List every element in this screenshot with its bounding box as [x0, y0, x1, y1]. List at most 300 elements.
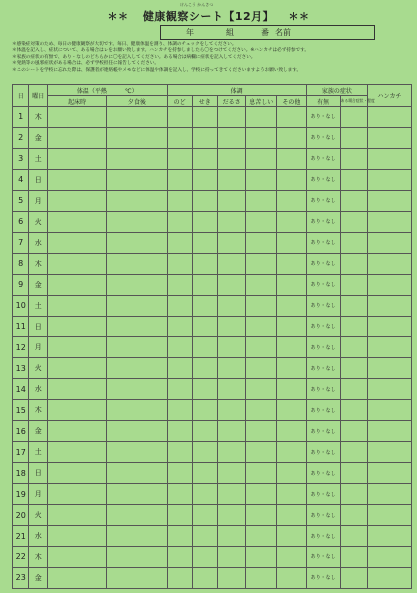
family-yesno-cell[interactable]: あり・なし [306, 107, 340, 128]
handkerchief-cell[interactable] [368, 484, 412, 505]
family-detail-cell[interactable] [340, 547, 367, 568]
name-box[interactable] [160, 25, 375, 40]
throat-cell[interactable] [167, 253, 192, 274]
fatigue-cell[interactable] [217, 316, 245, 337]
day-number: 9 [13, 274, 29, 295]
family-detail-cell[interactable] [340, 442, 367, 463]
fatigue-cell[interactable] [217, 505, 245, 526]
handkerchief-cell[interactable] [368, 505, 412, 526]
header-day: 日 [13, 85, 29, 107]
breathing-cell[interactable] [246, 484, 277, 505]
family-detail-cell[interactable] [340, 169, 367, 190]
temp-evening-cell[interactable] [107, 127, 167, 148]
day-number: 10 [13, 295, 29, 316]
family-yesno-cell[interactable]: あり・なし [306, 442, 340, 463]
fatigue-cell[interactable] [217, 274, 245, 295]
day-weekday: 木 [29, 400, 48, 421]
cough-cell[interactable] [192, 567, 217, 588]
temp-morning-cell[interactable] [48, 526, 107, 547]
throat-cell[interactable] [167, 463, 192, 484]
fatigue-cell[interactable] [217, 442, 245, 463]
breathing-cell[interactable] [246, 337, 277, 358]
family-detail-cell[interactable] [340, 295, 367, 316]
fatigue-cell[interactable] [217, 421, 245, 442]
temp-evening-cell[interactable] [107, 526, 167, 547]
family-yesno-cell[interactable]: あり・なし [306, 421, 340, 442]
temp-evening-cell[interactable] [107, 505, 167, 526]
fatigue-cell[interactable] [217, 148, 245, 169]
day-row [13, 169, 412, 190]
temp-morning-cell[interactable] [48, 211, 107, 232]
other-cell[interactable] [277, 358, 307, 379]
handkerchief-cell[interactable] [368, 358, 412, 379]
header-throat: のど [167, 96, 192, 107]
handkerchief-cell[interactable] [368, 526, 412, 547]
day-row [13, 295, 412, 316]
family-detail-cell[interactable] [340, 505, 367, 526]
fatigue-cell[interactable] [217, 547, 245, 568]
header-family-detail: ある場合症状・程度 [340, 96, 367, 107]
fatigue-cell[interactable] [217, 379, 245, 400]
other-cell[interactable] [277, 526, 307, 547]
cough-cell[interactable] [192, 316, 217, 337]
day-row [13, 505, 412, 526]
other-cell[interactable] [277, 107, 307, 128]
day-number: 14 [13, 379, 29, 400]
cough-cell[interactable] [192, 505, 217, 526]
cough-cell[interactable] [192, 400, 217, 421]
throat-cell[interactable] [167, 505, 192, 526]
temp-evening-cell[interactable] [107, 274, 167, 295]
temp-morning-cell[interactable] [48, 316, 107, 337]
family-detail-cell[interactable] [340, 253, 367, 274]
breathing-cell[interactable] [246, 358, 277, 379]
day-weekday: 金 [29, 567, 48, 588]
title-stars-left: ＊＊ [107, 12, 129, 23]
day-row [13, 358, 412, 379]
temp-evening-cell[interactable] [107, 190, 167, 211]
handkerchief-cell[interactable] [368, 295, 412, 316]
family-yesno-cell[interactable]: あり・なし [306, 148, 340, 169]
cough-cell[interactable] [192, 107, 217, 128]
cough-cell[interactable] [192, 421, 217, 442]
throat-cell[interactable] [167, 316, 192, 337]
family-detail-cell[interactable] [340, 148, 367, 169]
header-other: その他 [277, 96, 307, 107]
throat-cell[interactable] [167, 358, 192, 379]
fatigue-cell[interactable] [217, 567, 245, 588]
other-cell[interactable] [277, 484, 307, 505]
note-line: ＊このシートを学校に忘れた際は、保護者が連絡帳やメモなどに体温や体調を記入し、学校に持ってきてくださいますようお願い致します。 [12, 67, 302, 73]
cough-cell[interactable] [192, 190, 217, 211]
breathing-cell[interactable] [246, 379, 277, 400]
breathing-cell[interactable] [246, 253, 277, 274]
family-detail-cell[interactable] [340, 567, 367, 588]
handkerchief-cell[interactable] [368, 567, 412, 588]
other-cell[interactable] [277, 232, 307, 253]
day-number: 15 [13, 400, 29, 421]
throat-cell[interactable] [167, 107, 192, 128]
handkerchief-cell[interactable] [368, 169, 412, 190]
cough-cell[interactable] [192, 211, 217, 232]
note-line: ＊発熱等の風邪症状がある場合は、必ず学校担任に報告してください。 [12, 61, 160, 67]
day-number: 13 [13, 358, 29, 379]
other-cell[interactable] [277, 295, 307, 316]
day-number: 19 [13, 484, 29, 505]
handkerchief-cell[interactable] [368, 547, 412, 568]
fatigue-cell[interactable] [217, 400, 245, 421]
family-yesno-cell[interactable]: あり・なし [306, 567, 340, 588]
day-number: 4 [13, 169, 29, 190]
day-number: 8 [13, 253, 29, 274]
temp-morning-cell[interactable] [48, 190, 107, 211]
temp-morning-cell[interactable] [48, 400, 107, 421]
temp-evening-cell[interactable] [107, 379, 167, 400]
day-row [13, 211, 412, 232]
temp-evening-cell[interactable] [107, 421, 167, 442]
day-number: 5 [13, 190, 29, 211]
fatigue-cell[interactable] [217, 463, 245, 484]
handkerchief-cell[interactable] [368, 274, 412, 295]
note-line: ＊感染症対策のため、毎日の健康観察が大切です。毎日、健康体温を測り、体調のチェックをしてください。 [12, 42, 237, 47]
note-line: ＊体温を記入し、症状について、ある場合はレをお願い致します。ハンカチを持参しましたら〇をつけてください。※ハンカチは必ず持参です。 [12, 48, 309, 54]
handkerchief-cell[interactable] [368, 316, 412, 337]
day-row [13, 421, 412, 442]
instructions [12, 42, 412, 74]
family-detail-cell[interactable] [340, 127, 367, 148]
day-number: 11 [13, 316, 29, 337]
family-yesno-cell[interactable]: あり・なし [306, 169, 340, 190]
breathing-cell[interactable] [246, 148, 277, 169]
sheet-title [0, 8, 417, 24]
day-weekday: 火 [29, 211, 48, 232]
family-yesno-cell[interactable]: あり・なし [306, 379, 340, 400]
breathing-cell[interactable] [246, 169, 277, 190]
family-yesno-cell[interactable]: あり・なし [306, 400, 340, 421]
temp-evening-cell[interactable] [107, 400, 167, 421]
temp-morning-cell[interactable] [48, 421, 107, 442]
day-weekday: 金 [29, 274, 48, 295]
cough-cell[interactable] [192, 526, 217, 547]
fatigue-cell[interactable] [217, 190, 245, 211]
throat-cell[interactable] [167, 526, 192, 547]
breathing-cell[interactable] [246, 127, 277, 148]
cough-cell[interactable] [192, 547, 217, 568]
handkerchief-cell[interactable] [368, 232, 412, 253]
breathing-cell[interactable] [246, 505, 277, 526]
day-weekday: 月 [29, 337, 48, 358]
breathing-cell[interactable] [246, 274, 277, 295]
day-row [13, 379, 412, 400]
day-row [13, 274, 412, 295]
family-yesno-cell[interactable]: あり・なし [306, 274, 340, 295]
temp-morning-cell[interactable] [48, 567, 107, 588]
cough-cell[interactable] [192, 379, 217, 400]
handkerchief-cell[interactable] [368, 379, 412, 400]
family-detail-cell[interactable] [340, 107, 367, 128]
day-number: 1 [13, 107, 29, 128]
other-cell[interactable] [277, 190, 307, 211]
other-cell[interactable] [277, 547, 307, 568]
breathing-cell[interactable] [246, 567, 277, 588]
fatigue-cell[interactable] [217, 211, 245, 232]
header-handkerchief: ハンカチ [368, 85, 412, 107]
cough-cell[interactable] [192, 484, 217, 505]
fatigue-cell[interactable] [217, 253, 245, 274]
family-detail-cell[interactable] [340, 232, 367, 253]
other-cell[interactable] [277, 421, 307, 442]
family-detail-cell[interactable] [340, 337, 367, 358]
family-yesno-cell[interactable]: あり・なし [306, 337, 340, 358]
throat-cell[interactable] [167, 442, 192, 463]
family-yesno-cell[interactable]: あり・なし [306, 358, 340, 379]
family-yesno-cell[interactable]: あり・なし [306, 316, 340, 337]
family-yesno-cell[interactable]: あり・なし [306, 505, 340, 526]
cough-cell[interactable] [192, 253, 217, 274]
cough-cell[interactable] [192, 295, 217, 316]
cough-cell[interactable] [192, 442, 217, 463]
family-yesno-cell[interactable]: あり・なし [306, 253, 340, 274]
header-cough: せき [192, 96, 217, 107]
breathing-cell[interactable] [246, 107, 277, 128]
breathing-cell[interactable] [246, 232, 277, 253]
other-cell[interactable] [277, 505, 307, 526]
temp-evening-cell[interactable] [107, 484, 167, 505]
cough-cell[interactable] [192, 337, 217, 358]
handkerchief-cell[interactable] [368, 463, 412, 484]
temp-evening-cell[interactable] [107, 169, 167, 190]
throat-cell[interactable] [167, 148, 192, 169]
family-yesno-cell[interactable]: あり・なし [306, 295, 340, 316]
other-cell[interactable] [277, 442, 307, 463]
handkerchief-cell[interactable] [368, 253, 412, 274]
family-yesno-cell[interactable]: あり・なし [306, 463, 340, 484]
family-detail-cell[interactable] [340, 358, 367, 379]
day-row [13, 567, 412, 588]
other-cell[interactable] [277, 127, 307, 148]
day-number: 23 [13, 567, 29, 588]
handkerchief-cell[interactable] [368, 421, 412, 442]
day-row [13, 463, 412, 484]
day-weekday: 土 [29, 148, 48, 169]
throat-cell[interactable] [167, 127, 192, 148]
breathing-cell[interactable] [246, 442, 277, 463]
temp-morning-cell[interactable] [48, 379, 107, 400]
handkerchief-cell[interactable] [368, 127, 412, 148]
breathing-cell[interactable] [246, 421, 277, 442]
fatigue-cell[interactable] [217, 295, 245, 316]
cough-cell[interactable] [192, 232, 217, 253]
breathing-cell[interactable] [246, 400, 277, 421]
temp-morning-cell[interactable] [48, 505, 107, 526]
family-detail-cell[interactable] [340, 379, 367, 400]
throat-cell[interactable] [167, 211, 192, 232]
temp-evening-cell[interactable] [107, 463, 167, 484]
other-cell[interactable] [277, 463, 307, 484]
throat-cell[interactable] [167, 190, 192, 211]
throat-cell[interactable] [167, 547, 192, 568]
throat-cell[interactable] [167, 169, 192, 190]
family-detail-cell[interactable] [340, 421, 367, 442]
other-cell[interactable] [277, 567, 307, 588]
other-cell[interactable] [277, 337, 307, 358]
day-row [13, 127, 412, 148]
temp-morning-cell[interactable] [48, 148, 107, 169]
cough-cell[interactable] [192, 274, 217, 295]
family-detail-cell[interactable] [340, 484, 367, 505]
temp-evening-cell[interactable] [107, 337, 167, 358]
header-morning: 起床時 [48, 96, 107, 107]
handkerchief-cell[interactable] [368, 211, 412, 232]
family-detail-cell[interactable] [340, 400, 367, 421]
day-number: 12 [13, 337, 29, 358]
fatigue-cell[interactable] [217, 337, 245, 358]
breathing-cell[interactable] [246, 463, 277, 484]
temp-evening-cell[interactable] [107, 232, 167, 253]
day-weekday: 水 [29, 232, 48, 253]
handkerchief-cell[interactable] [368, 190, 412, 211]
breathing-cell[interactable] [246, 211, 277, 232]
day-weekday: 水 [29, 379, 48, 400]
throat-cell[interactable] [167, 295, 192, 316]
fatigue-cell[interactable] [217, 484, 245, 505]
temp-morning-cell[interactable] [48, 127, 107, 148]
cough-cell[interactable] [192, 148, 217, 169]
family-detail-cell[interactable] [340, 190, 367, 211]
breathing-cell[interactable] [246, 547, 277, 568]
day-weekday: 日 [29, 316, 48, 337]
cough-cell[interactable] [192, 358, 217, 379]
temp-morning-cell[interactable] [48, 358, 107, 379]
family-detail-cell[interactable] [340, 463, 367, 484]
family-yesno-cell[interactable]: あり・なし [306, 190, 340, 211]
handkerchief-cell[interactable] [368, 148, 412, 169]
throat-cell[interactable] [167, 379, 192, 400]
header-condition: 体調 [167, 85, 306, 96]
day-weekday: 月 [29, 484, 48, 505]
temp-morning-cell[interactable] [48, 232, 107, 253]
day-row [13, 107, 412, 128]
other-cell[interactable] [277, 148, 307, 169]
header-fatigue: だるさ [217, 96, 245, 107]
breathing-cell[interactable] [246, 526, 277, 547]
header-temperature: 体温（平熱 ℃） [48, 85, 167, 96]
cough-cell[interactable] [192, 127, 217, 148]
family-yesno-cell[interactable]: あり・なし [306, 211, 340, 232]
other-cell[interactable] [277, 316, 307, 337]
cough-cell[interactable] [192, 463, 217, 484]
throat-cell[interactable] [167, 232, 192, 253]
cough-cell[interactable] [192, 169, 217, 190]
day-weekday: 木 [29, 107, 48, 128]
day-number: 20 [13, 505, 29, 526]
handkerchief-cell[interactable] [368, 400, 412, 421]
handkerchief-cell[interactable] [368, 442, 412, 463]
day-weekday: 木 [29, 547, 48, 568]
handkerchief-cell[interactable] [368, 337, 412, 358]
family-detail-cell[interactable] [340, 526, 367, 547]
breathing-cell[interactable] [246, 295, 277, 316]
temp-evening-cell[interactable] [107, 567, 167, 588]
temp-evening-cell[interactable] [107, 148, 167, 169]
fatigue-cell[interactable] [217, 232, 245, 253]
breathing-cell[interactable] [246, 190, 277, 211]
temp-morning-cell[interactable] [48, 484, 107, 505]
throat-cell[interactable] [167, 421, 192, 442]
temp-evening-cell[interactable] [107, 107, 167, 128]
family-yesno-cell[interactable]: あり・なし [306, 232, 340, 253]
throat-cell[interactable] [167, 567, 192, 588]
temp-evening-cell[interactable] [107, 253, 167, 274]
temp-morning-cell[interactable] [48, 253, 107, 274]
family-detail-cell[interactable] [340, 316, 367, 337]
temp-evening-cell[interactable] [107, 442, 167, 463]
title-ruby: けんこう かんさつ [180, 2, 214, 7]
temp-evening-cell[interactable] [107, 316, 167, 337]
family-detail-cell[interactable] [340, 211, 367, 232]
day-weekday: 土 [29, 295, 48, 316]
handkerchief-cell[interactable] [368, 107, 412, 128]
temp-evening-cell[interactable] [107, 295, 167, 316]
temp-evening-cell[interactable] [107, 547, 167, 568]
day-row [13, 337, 412, 358]
temp-morning-cell[interactable] [48, 107, 107, 128]
temp-morning-cell[interactable] [48, 274, 107, 295]
fatigue-cell[interactable] [217, 107, 245, 128]
temp-evening-cell[interactable] [107, 358, 167, 379]
throat-cell[interactable] [167, 337, 192, 358]
temp-morning-cell[interactable] [48, 295, 107, 316]
day-row [13, 526, 412, 547]
family-detail-cell[interactable] [340, 274, 367, 295]
throat-cell[interactable] [167, 274, 192, 295]
throat-cell[interactable] [167, 484, 192, 505]
breathing-cell[interactable] [246, 316, 277, 337]
day-weekday: 月 [29, 190, 48, 211]
other-cell[interactable] [277, 169, 307, 190]
fatigue-cell[interactable] [217, 526, 245, 547]
other-cell[interactable] [277, 211, 307, 232]
temp-evening-cell[interactable] [107, 211, 167, 232]
temp-morning-cell[interactable] [48, 169, 107, 190]
day-number: 7 [13, 232, 29, 253]
header-family: 家族の症状 [306, 85, 367, 96]
other-cell[interactable] [277, 274, 307, 295]
family-yesno-cell[interactable]: あり・なし [306, 526, 340, 547]
throat-cell[interactable] [167, 400, 192, 421]
temp-morning-cell[interactable] [48, 547, 107, 568]
day-row [13, 484, 412, 505]
other-cell[interactable] [277, 253, 307, 274]
temp-morning-cell[interactable] [48, 337, 107, 358]
family-yesno-cell[interactable]: あり・なし [306, 484, 340, 505]
day-number: 17 [13, 442, 29, 463]
day-weekday: 土 [29, 442, 48, 463]
fatigue-cell[interactable] [217, 169, 245, 190]
family-yesno-cell[interactable]: あり・なし [306, 127, 340, 148]
temp-morning-cell[interactable] [48, 463, 107, 484]
day-weekday: 火 [29, 358, 48, 379]
day-row [13, 232, 412, 253]
temp-morning-cell[interactable] [48, 442, 107, 463]
fatigue-cell[interactable] [217, 358, 245, 379]
other-cell[interactable] [277, 400, 307, 421]
other-cell[interactable] [277, 379, 307, 400]
fatigue-cell[interactable] [217, 127, 245, 148]
day-number: 2 [13, 127, 29, 148]
day-number: 3 [13, 148, 29, 169]
family-yesno-cell[interactable]: あり・なし [306, 547, 340, 568]
